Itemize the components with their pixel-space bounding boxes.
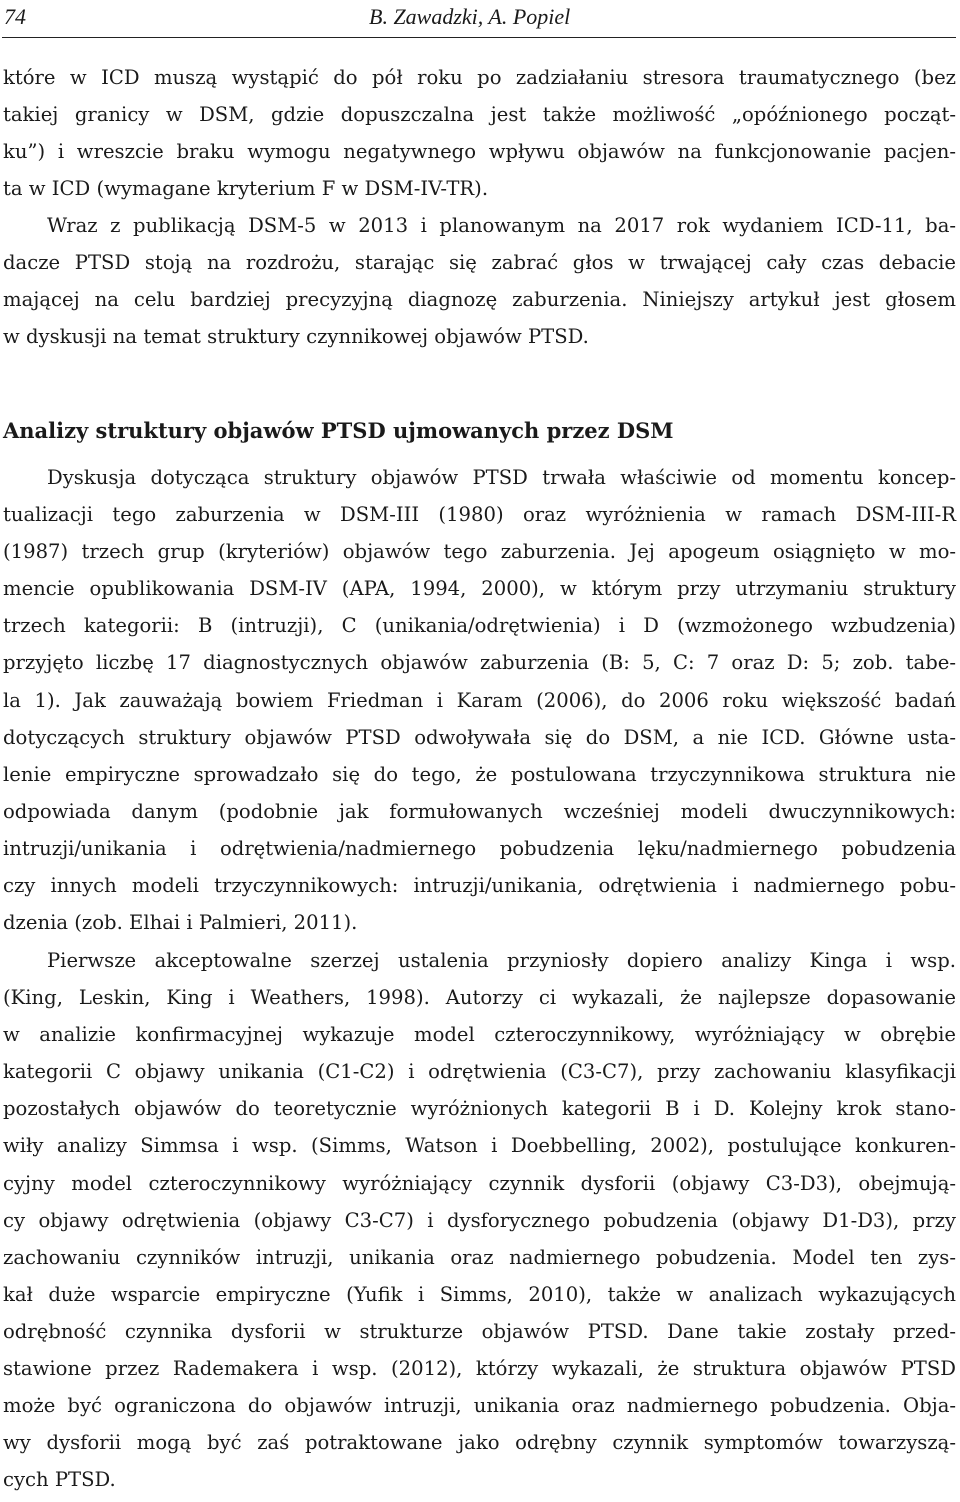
text-line: w analizie konfirmacyjnej wykazuje model czteroczynnikowy, wyróżniający w obrębie bbox=[3, 1023, 956, 1047]
text-line: cych PTSD. bbox=[3, 1468, 116, 1492]
text-line: które w ICD muszą wystąpić do pół roku po zadziałaniu stresora traumatycznego (bez bbox=[3, 66, 956, 89]
paragraph-intro bbox=[3, 207, 956, 355]
text-line: lenie empiryczne sprowadzało się do tego, że postulowana trzyczynnikowa struktura nie bbox=[3, 762, 956, 786]
page-number: 74 bbox=[4, 4, 26, 29]
text-line: odpowiada danym (podobnie jak formułowanych wcześniej modeli dwuczynnikowych: bbox=[3, 799, 956, 823]
text-line: stawione przez Rademakera i wsp. (2012), którzy wykazali, że struktura objawów PTSD bbox=[3, 1357, 956, 1381]
text-line: (1987) trzech grup (kryteriów) objawów tego zaburzenia. Jej apogeum osiągnięto w mo- bbox=[3, 540, 956, 564]
text-line: Dyskusja dotycząca struktury objawów PTSD trwała właściwie od momentu koncep- bbox=[47, 466, 956, 489]
text-line: tualizacji tego zaburzenia w DSM-III (1980) oraz wyróżnienia w ramach DSM-III-R bbox=[3, 503, 956, 527]
text-line: mającej na celu bardziej precyzyjną diagnozę zaburzenia. Niniejszy artykuł jest głosem bbox=[3, 288, 956, 312]
text-line: la 1). Jak zauważają bowiem Friedman i Karam (2006), do 2006 roku większość badań bbox=[3, 688, 956, 712]
running-head bbox=[4, 2, 956, 32]
text-line: Wraz z publikacją DSM-5 w 2013 i planowanym na 2017 rok wydaniem ICD-11, ba- bbox=[47, 214, 956, 237]
text-line: kał duże wsparcie empiryczne (Yufik i Simms, 2010), także w analizach wykazujących bbox=[3, 1282, 956, 1306]
paragraph-dsm-history bbox=[3, 459, 956, 941]
paragraph-continuation bbox=[3, 59, 956, 207]
text-line: Pierwsze akceptowalne szerzej ustalenia przyniosły dopiero analizy Kinga i wsp. bbox=[47, 949, 956, 972]
text-line: może być ograniczona do objawów intruzji, unikania oraz nadmiernego pobudzenia. Obja- bbox=[3, 1394, 956, 1418]
text-line: mencie opublikowania DSM-IV (APA, 1994, 2000), w którym przy utrzymaniu struktury bbox=[3, 577, 956, 601]
text-line: (King, Leskin, King i Weathers, 1998). Autorzy ci wykazali, że najlepsze dopasowanie bbox=[3, 986, 956, 1010]
text-line: ta w ICD (wymagane kryterium F w DSM-IV-TR). bbox=[3, 177, 489, 201]
text-line: dotyczących struktury objawów PTSD odwoływała się do DSM, a nie ICD. Główne usta- bbox=[3, 725, 956, 749]
text-line: zachowaniu czynników intruzji, unikania oraz nadmiernego pobudzenia. Model ten zys- bbox=[3, 1245, 956, 1269]
text-line: pozostałych objawów do teoretycznie wyróżnionych kategorii B i D. Kolejny krok stano- bbox=[3, 1097, 956, 1121]
paragraph-factor-models bbox=[3, 942, 956, 1498]
text-line: intruzji/unikania i odrętwienia/nadmiernego pobudzenia lęku/nadmiernego pobudzenia bbox=[3, 836, 956, 860]
text-line: dacze PTSD stoją na rozdrożu, starając się zabrać głos w trwającej cały czas debacie bbox=[3, 251, 956, 275]
text-line: wiły analizy Simmsa i wsp. (Simms, Watson i Doebbelling, 2002), postulujące konkuren- bbox=[3, 1134, 956, 1158]
text-line: trzech kategorii: B (intruzji), C (unikania/odrętwienia) i D (wzmożonego wzbudzenia) bbox=[3, 614, 956, 638]
text-line: ku”) i wreszcie braku wymogu negatywnego wpływu objawów na funkcjonowanie pacjen- bbox=[3, 140, 956, 164]
text-line: kategorii C objawy unikania (C1-C2) i odrętwienia (C3-C7), przy zachowaniu klasyfikacji bbox=[3, 1060, 956, 1084]
text-line: w dyskusji na temat struktury czynnikowej objawów PTSD. bbox=[3, 325, 589, 349]
text-line: cy objawy odrętwienia (objawy C3-C7) i dysforycznego pobudzenia (objawy D1-D3), przy bbox=[3, 1208, 956, 1232]
text-line: czy innych modeli trzyczynnikowych: intruzji/unikania, odrętwienia i nadmiernego pobu- bbox=[3, 874, 956, 898]
text-line: takiej granicy w DSM, gdzie dopuszczalna jest także możliwość „opóźnionego począt- bbox=[3, 103, 956, 127]
section-heading: Analizy struktury objawów PTSD ujmowanych przez DSM bbox=[3, 418, 674, 443]
header-rule bbox=[2, 37, 956, 38]
text-line: cyjny model czteroczynnikowy wyróżniający czynnik dysforii (objawy C3-D3), obejmują- bbox=[3, 1171, 956, 1195]
text-line: przyjęto liczbę 17 diagnostycznych objawów zaburzenia (B: 5, C: 7 oraz D: 5; zob. tabe- bbox=[3, 651, 956, 675]
running-head-authors: B. Zawadzki, A. Popiel bbox=[369, 4, 571, 29]
text-line: wy dysforii mogą być zaś potraktowane jako odrębny czynnik symptomów towarzyszą- bbox=[3, 1431, 956, 1455]
text-line: odrębność czynnika dysforii w strukturze objawów PTSD. Dane takie zostały przed- bbox=[3, 1319, 956, 1343]
text-line: dzenia (zob. Elhai i Palmieri, 2011). bbox=[3, 911, 358, 935]
